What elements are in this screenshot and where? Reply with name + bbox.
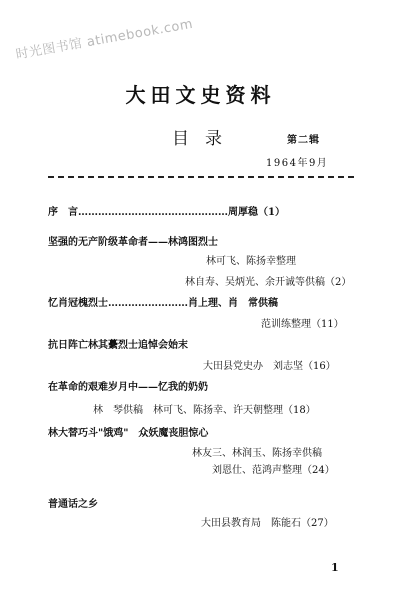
toc-title: 目录: [172, 129, 238, 149]
toc-entry-credit: 林 琴供稿 林可飞、陈扬幸、许天朝整理（18）: [93, 405, 316, 416]
toc-entry-credit: 林友三、林润玉、陈扬幸供稿: [192, 448, 322, 459]
toc-entry-credit: 大田县教育局 陈能石（27）: [201, 518, 334, 529]
issue-label: 第二辑: [287, 135, 320, 146]
toc-entry-title: 普通话之乡: [48, 499, 98, 510]
toc-entry-credit: 范训练整理（11）: [261, 319, 344, 330]
toc-entry-title: 林大替巧斗"饿鸡" 众妖魔丧胆惊心: [48, 428, 209, 439]
toc-entry-title: 忆肖冠槐烈士……………………肖上理、肖 常供稿: [48, 298, 278, 309]
page-number: 1: [331, 561, 339, 574]
toc-entry-credit: 大田县党史办 刘志坚（16）: [203, 361, 336, 372]
watermark: 时光图书馆 atimebook.com: [14, 16, 195, 63]
toc-entry-preface: 序 言………………………………………周厚稳（1）: [48, 207, 285, 218]
toc-entry-title: 抗日阵亡林其虆烈士追悼会始末: [48, 340, 188, 351]
toc-entry-title: 坚强的无产阶级革命者——林鸿图烈士: [48, 237, 218, 248]
toc-entry-credit: 林自寿、吴炳光、余开诚等供稿（2）: [185, 277, 352, 288]
toc-entry-credit: 林可飞、陈扬幸整理: [206, 256, 296, 267]
publication-date: 1964年9月: [266, 158, 329, 169]
toc-entry-credit: 刘恩仕、范鸿声整理（24）: [212, 465, 335, 476]
header-divider: [48, 176, 354, 178]
book-title: 大田文史资料: [125, 83, 276, 107]
toc-entry-title: 在革命的艰难岁月中——忆我的奶奶: [48, 382, 208, 393]
